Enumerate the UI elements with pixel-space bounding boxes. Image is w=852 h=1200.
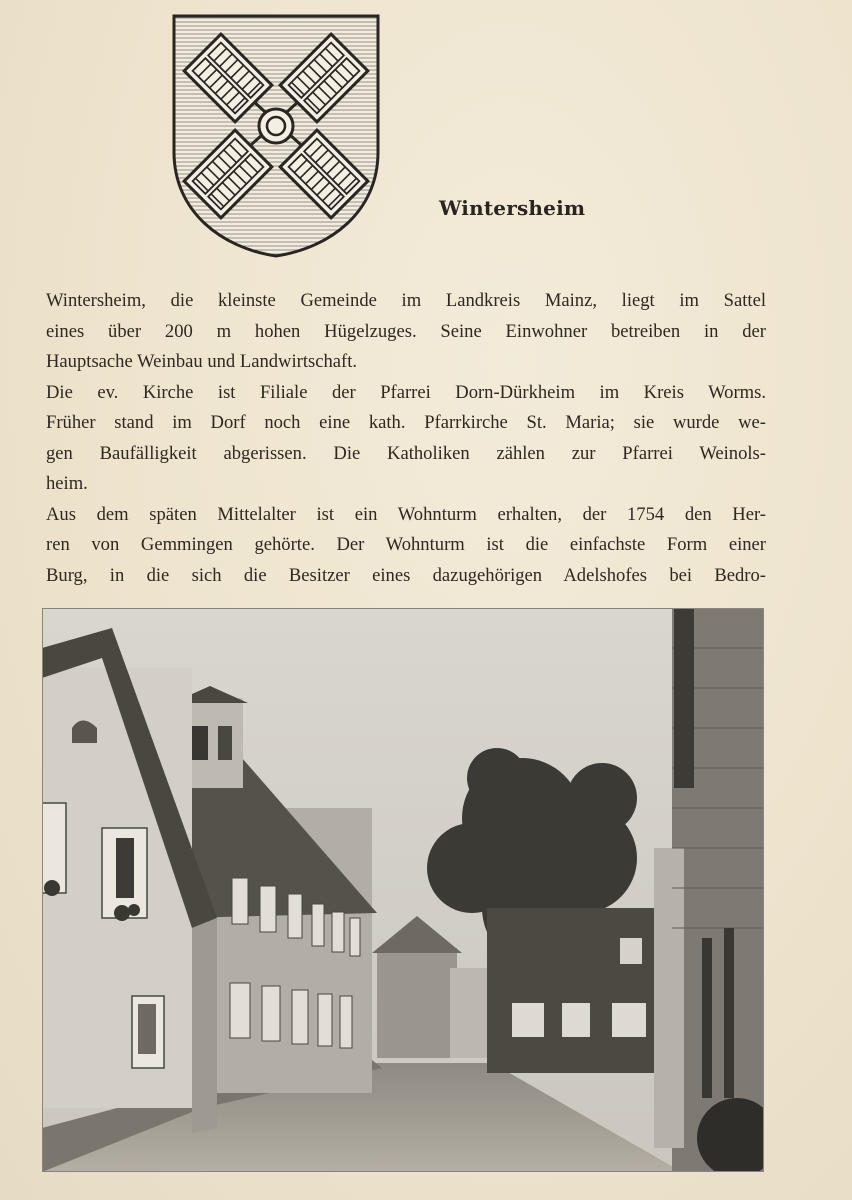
- text-line: heim.: [46, 473, 88, 494]
- text-line: Die ev. Kirche ist Filiale der Pfarrei Dorn-Dürkheim im Kreis Worms.: [46, 381, 766, 403]
- text-line: Hauptsache Weinbau und Landwirtschaft.: [46, 351, 358, 372]
- text-line: Wintersheim, die kleinste Gemeinde im Landkreis Mainz, liegt im Sattel: [46, 290, 766, 311]
- text-line: Burg, in die sich die Besitzer eines dazugehörigen Adelshofes bei Bedro-: [46, 564, 766, 586]
- text-line: gen Baufälligkeit abgerissen. Die Katholiken zählen zur Pfarrei Weinols-: [46, 442, 766, 464]
- page-title: Wintersheim: [439, 196, 586, 220]
- text-line: Früher stand im Dorf noch eine kath. Pfarrkirche St. Maria; sie wurde we-: [46, 412, 766, 433]
- coat-of-arms-icon: [170, 12, 382, 260]
- text-line: eines über 200 m hohen Hügelzuges. Seine Einwohner betreiben in der: [46, 320, 766, 342]
- body-text: [46, 286, 766, 591]
- village-street-photo: [42, 608, 764, 1172]
- text-line: ren von Gemmingen gehörte. Der Wohnturm ist die einfachste Form einer: [46, 534, 766, 555]
- text-line: Aus dem späten Mittelalter ist ein Wohnturm erhalten, der 1754 den Her-: [46, 503, 766, 525]
